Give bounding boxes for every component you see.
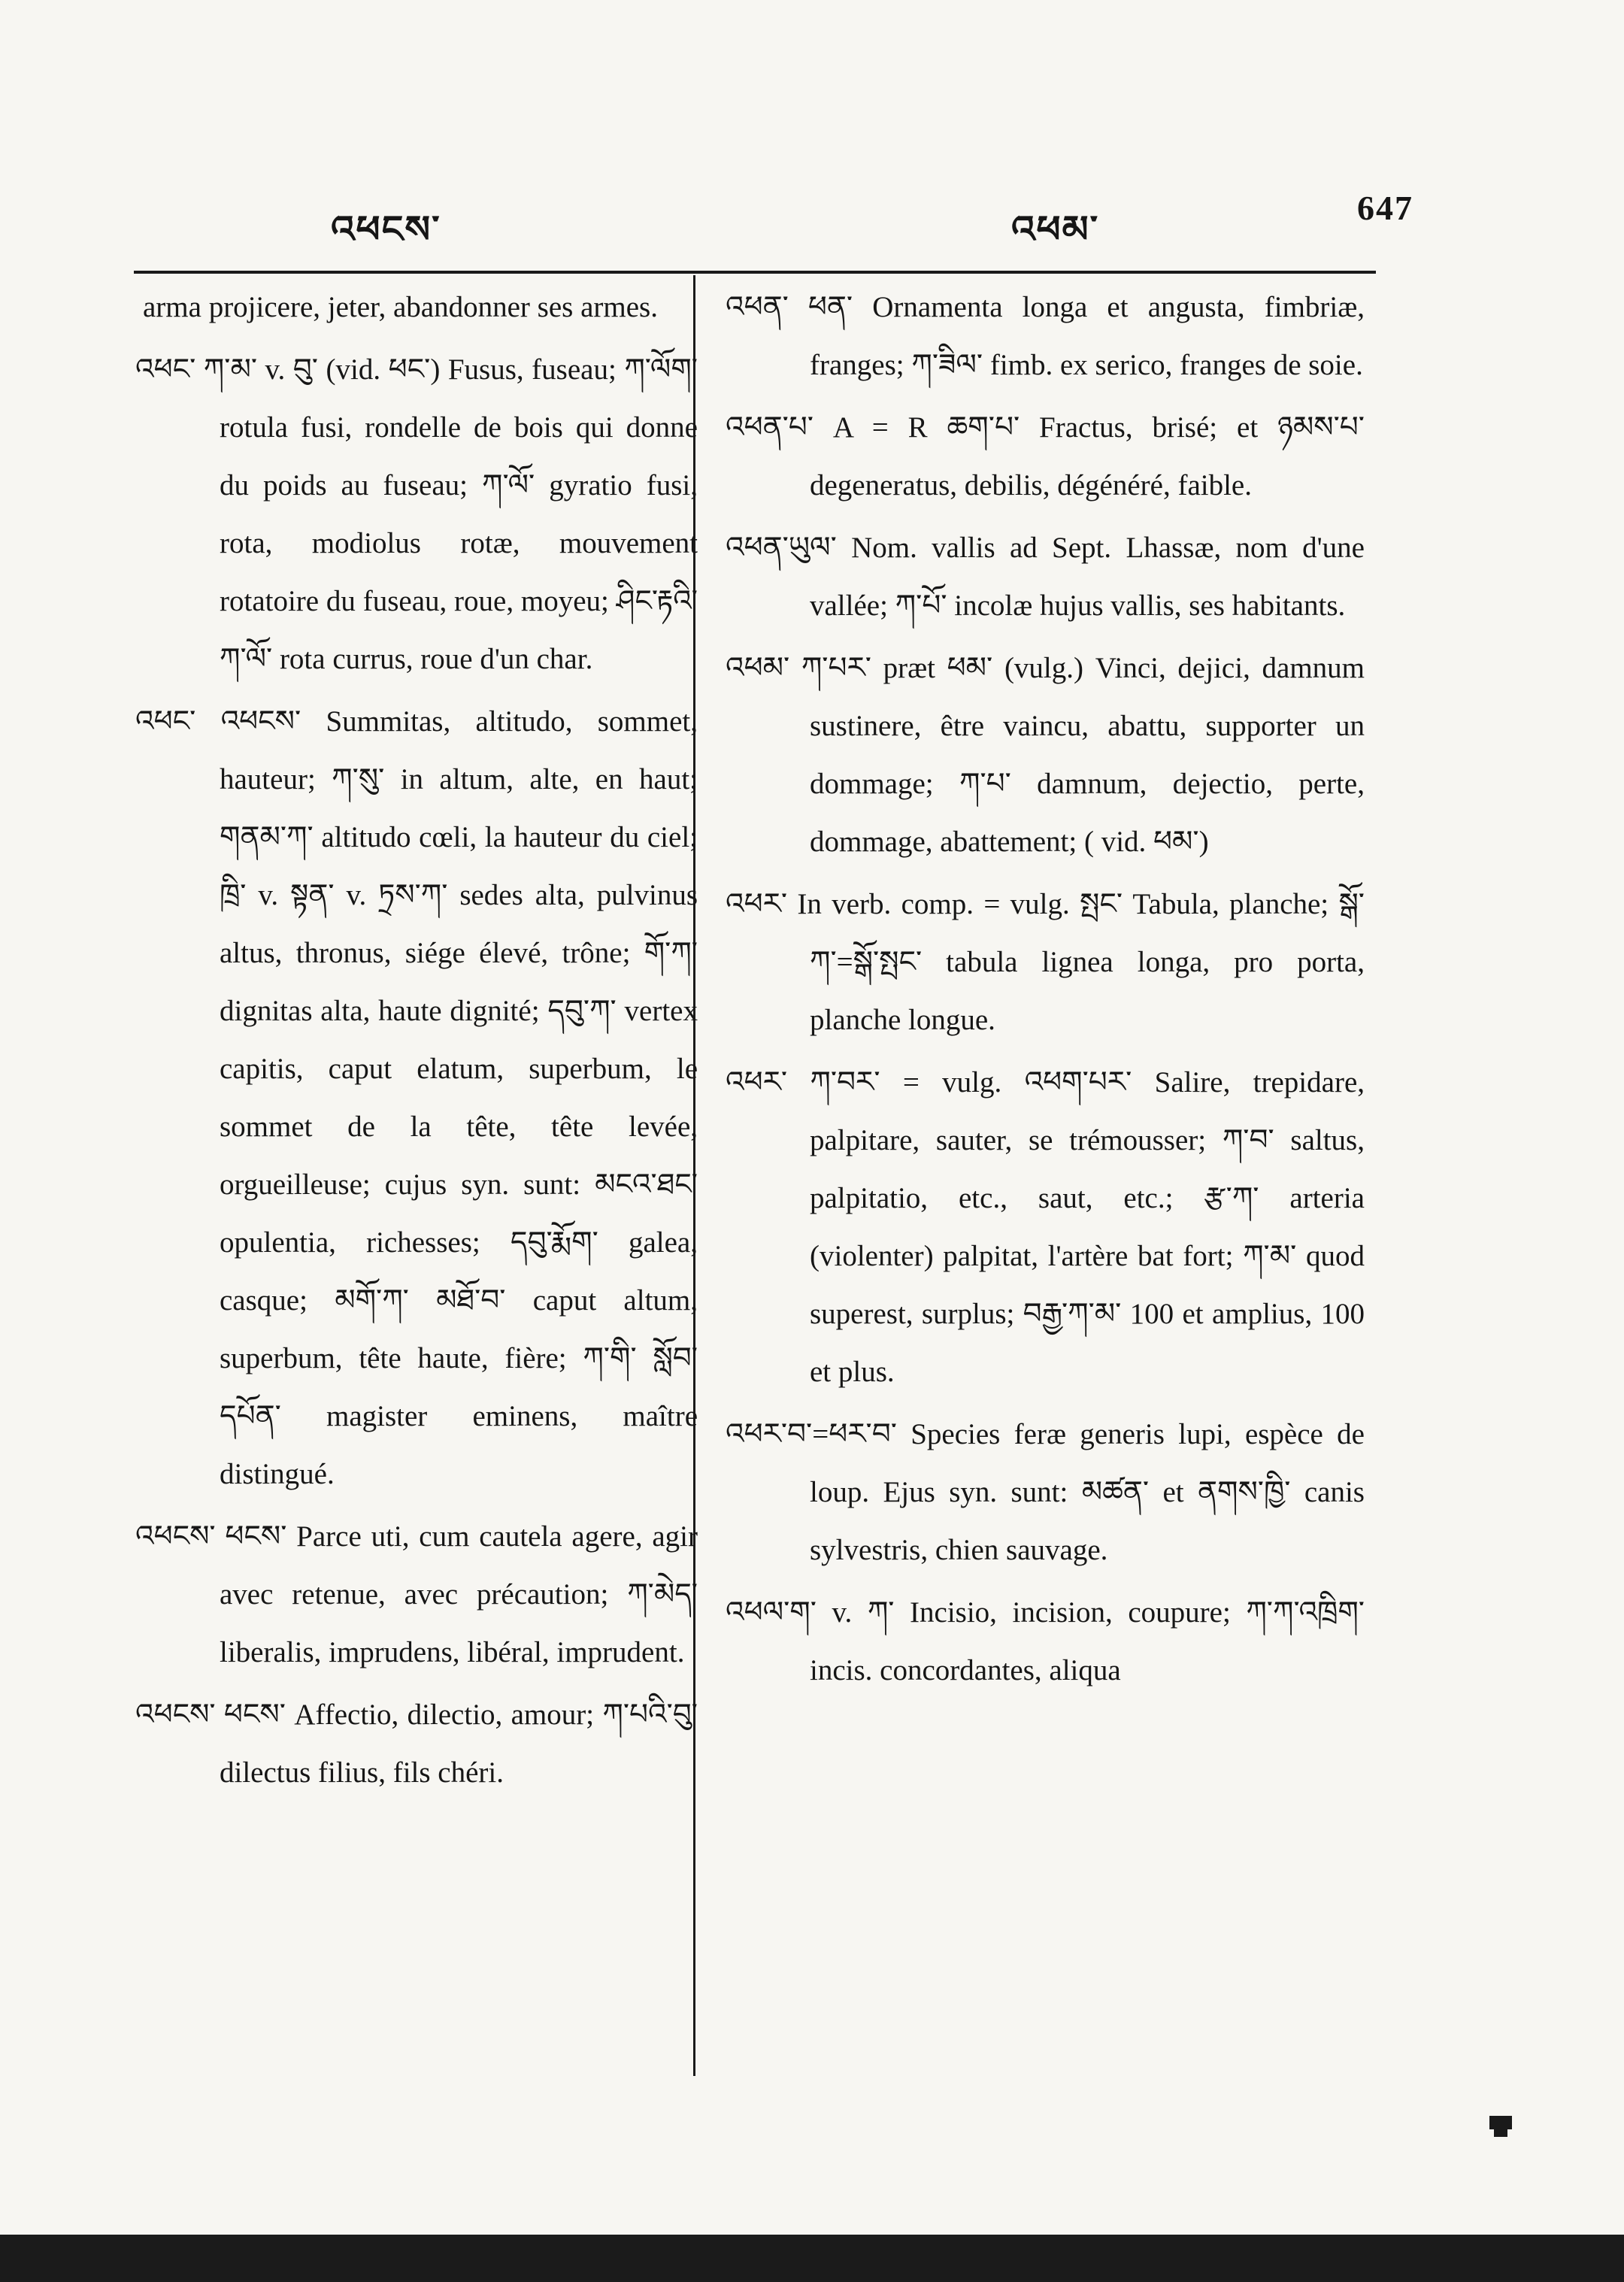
dictionary-entry: འཕམ་ ཀ་པར་ præt ཕམ་ (vulg.) Vinci, dejici, damnum sustinere, être vaincu, abattu, supporter un dommage; ཀ་པ་ damnum, dejectio, perte, dommage, abattement; ( vid. ཕམ་) (726, 652, 1365, 858)
scan-edge-band (0, 2235, 1624, 2282)
dictionary-entry: འཕན་པ་ A = R ཆག་པ་ Fractus, brisé; et ཉམས་པ་ degeneratus, debilis, dégénéré, faible. (726, 411, 1365, 502)
margin-scan-noise (1613, 60, 1624, 925)
dictionary-entry: འཕངས་ ཕངས་ Affectio, dilectio, amour; ཀ་པའི་བུ་ dilectus filius, fils chéri. (135, 1699, 698, 1789)
page-number: 647 (1357, 189, 1413, 227)
right-column (726, 278, 1365, 1704)
printer-mark (1489, 2116, 1512, 2129)
dictionary-entry: འཕང་ ཀ་མ་ v. བུ་ (vid. ཕང་) Fusus, fuseau; ཀ་ལོག་ rotula fusi, rondelle de bois qui donne du poids au fuseau; ཀ་ལོ་ gyratio fusi, rota, modiolus rotæ, mouvement rotatoire du fuseau, roue, moyeu; ཤིང་རྟའི་ཀ་ལོ་ rota currus, roue d'un char. (135, 353, 698, 675)
dictionary-entry: འཕན་ཡུལ་ Nom. vallis ad Sept. Lhassæ, nom d'une vallée; ཀ་པོ་ incolæ hujus vallis, ses habitants. (726, 532, 1365, 622)
dictionary-entry: འཕང་ འཕངས་ Summitas, altitudo, sommet, hauteur; ཀ་སུ་ in altum, alte, en haut; གནམ་ཀ་ altitudo cœli, la hauteur du ciel; ཁྲི་ v. སྟན་ v. ཏྲས་ཀ་ sedes alta, pulvinus altus, thronus, siége élevé, trône; གོ་ཀ་ dignitas alta, haute dignité; དབུ་ཀ་ vertex capitis, caput elatum, superbum, le sommet de la tête, tête levée, orgueilleuse; cujus syn. sunt: མངའ་ཐང་ opulentia, richesses; དབུ་རྨོག་ galea, casque; མགོ་ཀ་ མཐོ་བ་ caput altum, superbum, tête haute, fière; ཀ་གི་ སློབ་དཔོན་ magister eminens, maître distingué. (135, 705, 698, 1490)
dictionary-entry: འཕན་ ཕན་ Ornamenta longa et angusta, fimbriæ, franges; ཀ་ཟིལ་ fimb. ex serico, franges de soie. (726, 291, 1365, 381)
dictionary-entry: འཕལ་ག་ v. ཀ་ Incisio, incision, coupure; ཀ་ཀ་འཁྲིག་ incis. concordantes, aliqua (726, 1596, 1365, 1686)
header-rule (134, 271, 1376, 274)
dictionary-entry: འཕར་ ཀ་བར་ = vulg. འཕག་པར་ Salire, trepidare, palpitare, sauter, se trémousser; ཀ་བ་ saltus, palpitatio, etc., saut, etc.; རྩ་ཀ་ arteria (violenter) palpitat, l'artère bat fort; ཀ་མ་ quod superest, surplus; བརྒྱ་ཀ་མ་ 100 et amplius, 100 et plus. (726, 1066, 1365, 1388)
left-column (135, 278, 698, 1806)
running-head-right: འཕམ་ (1011, 207, 1100, 251)
dictionary-entry: འཕར་བ་=ཕར་བ་ Species feræ generis lupi, espèce de loup. Ejus syn. sunt: མཚན་ et ནགས་ཁྱི་ canis sylvestris, chien sauvage. (726, 1418, 1365, 1566)
running-head-left: འཕངས་ (331, 207, 441, 251)
dictionary-entry: འཕངས་ ཕངས་ Parce uti, cum cautela agere, agir avec retenue, avec précaution; ཀ་མེད་ liberalis, imprudens, libéral, imprudent. (135, 1520, 698, 1668)
dictionary-entry: འཕར་ In verb. comp. = vulg. སྤང་ Tabula, planche; སྒོ་ཀ་=སྒོ་སྤང་ tabula lignea longa, pro porta, planche longue. (726, 888, 1365, 1036)
dictionary-entry: arma projicere, jeter, abandonner ses armes. (143, 291, 658, 323)
